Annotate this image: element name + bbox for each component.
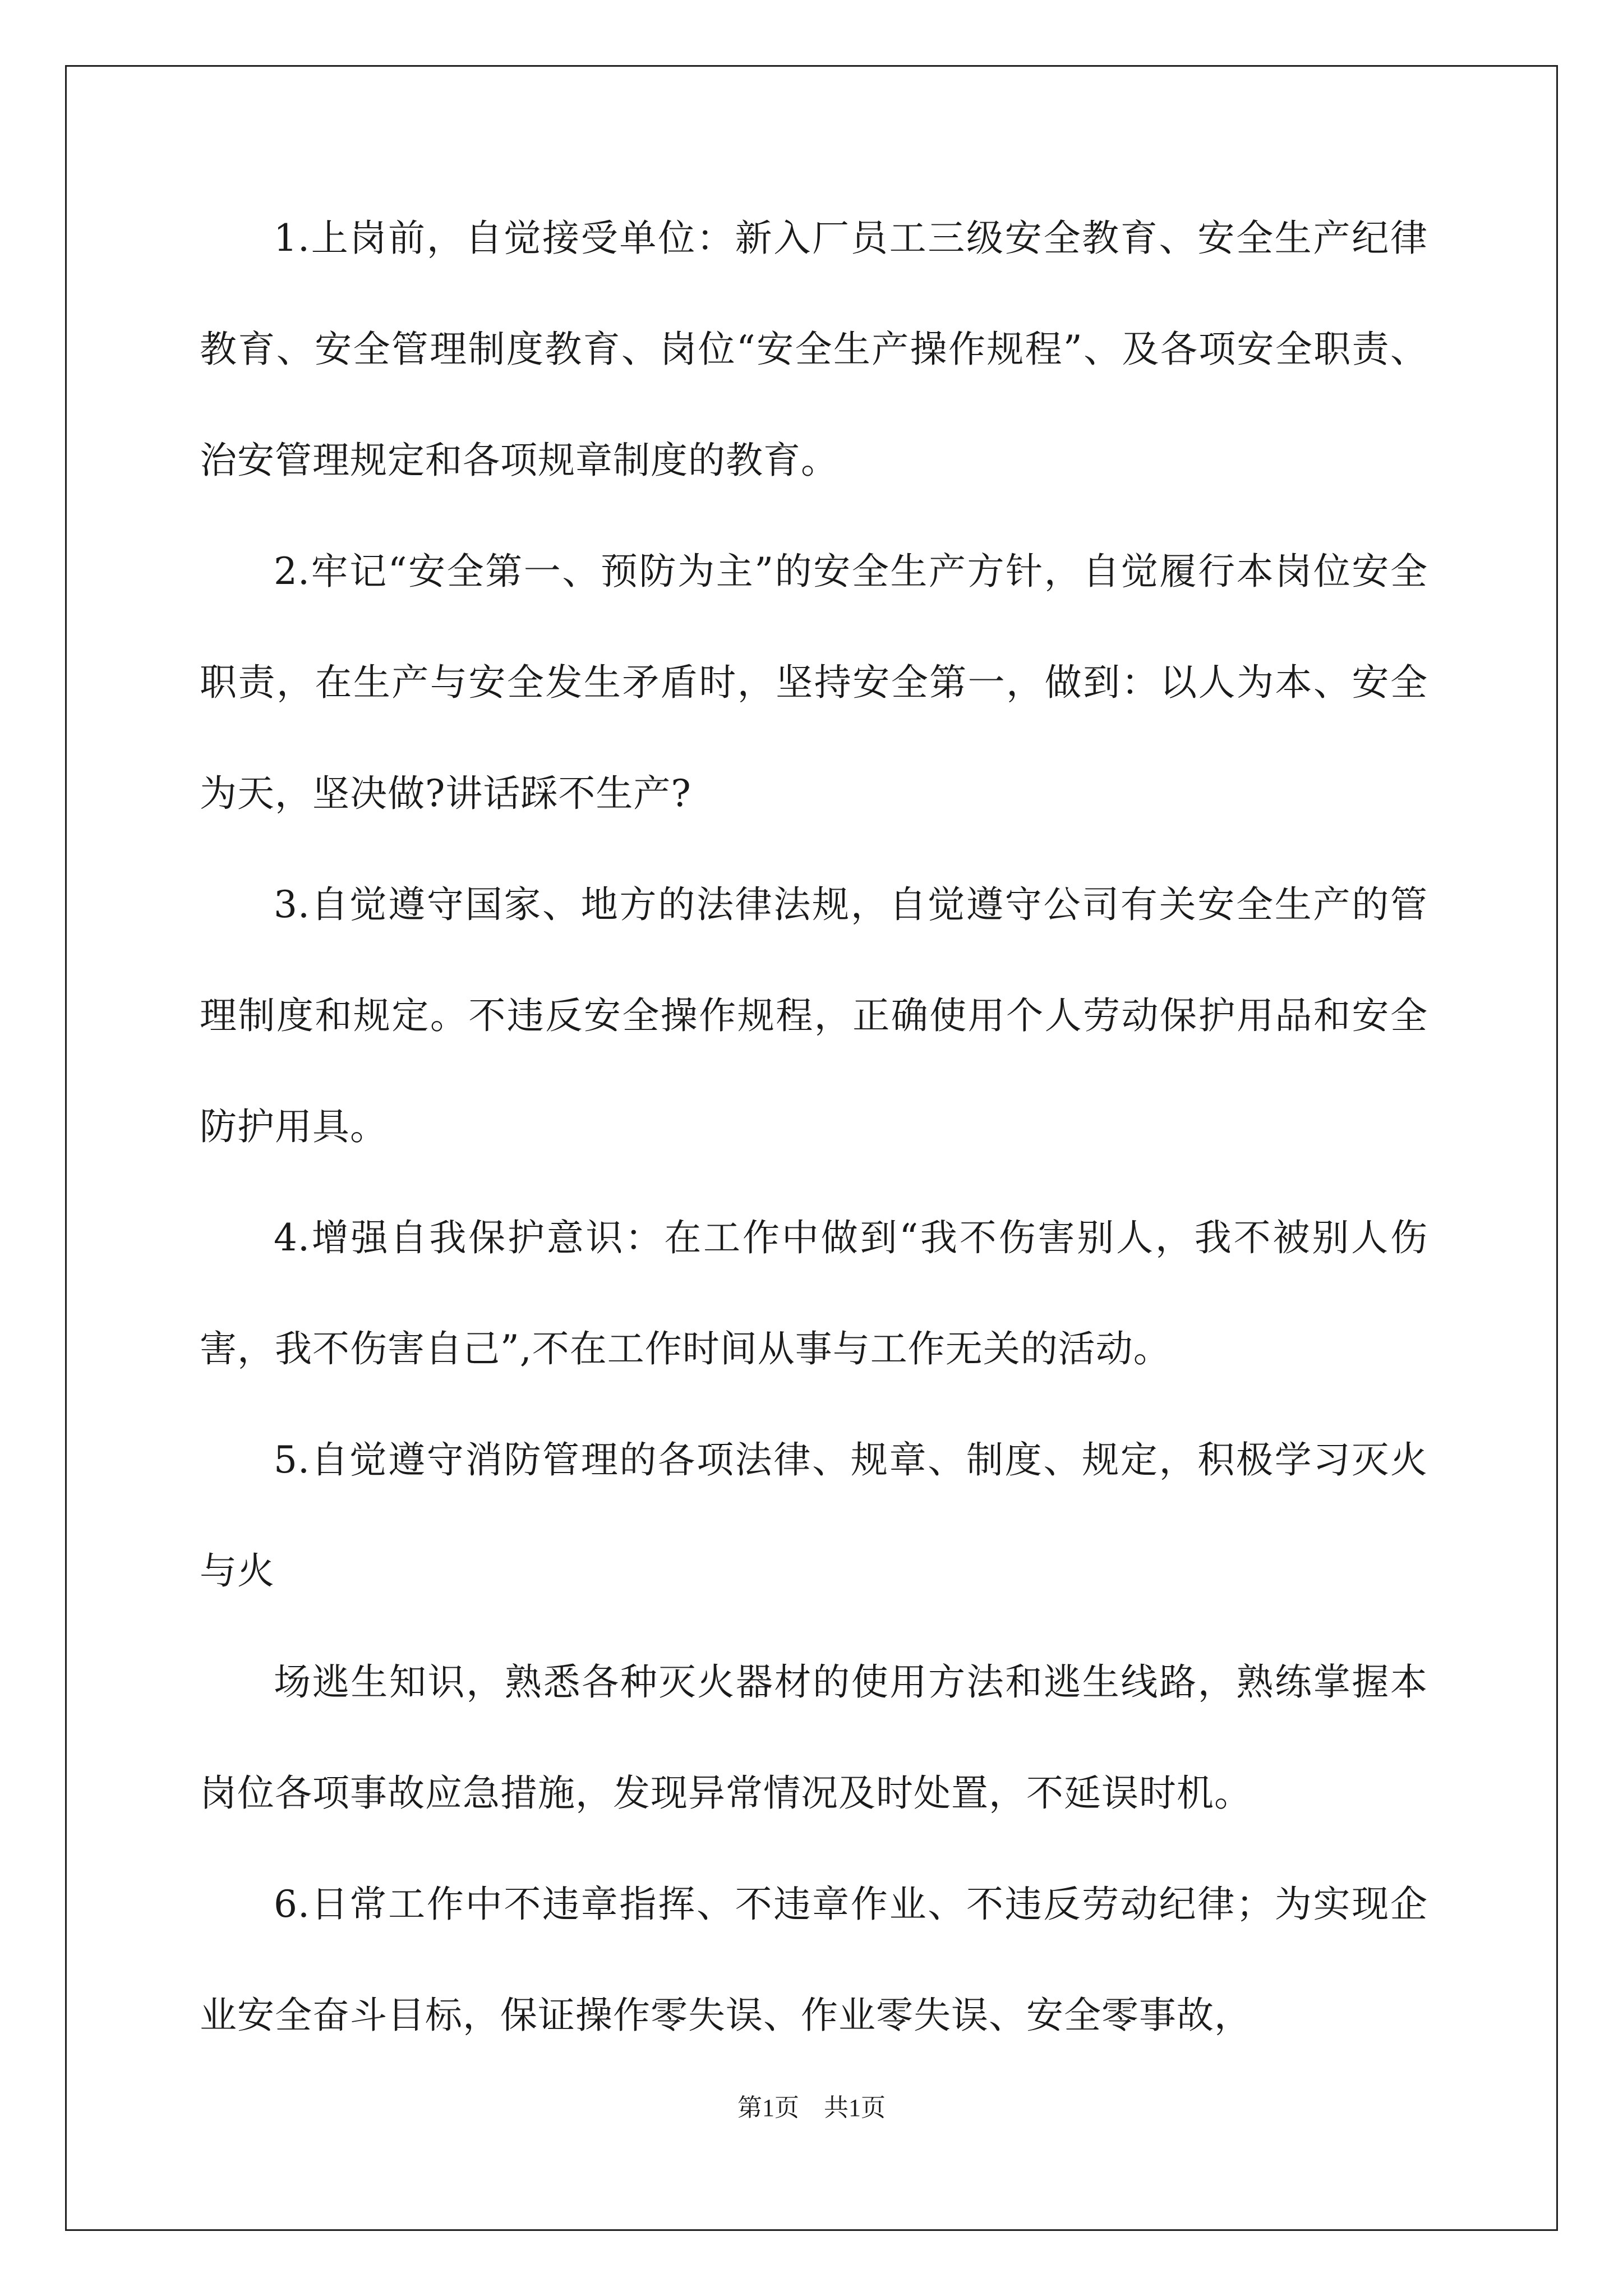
paragraph-2: 2.牢记“安全第一、预防为主”的安全生产方针，自觉履行本岗位安全职责，在生产与安全发生矛盾时，坚持安全第一，做到：以人为本、安全为天，坚决做?讲话踩不生产?	[200, 550, 1428, 815]
page-footer: 第1页 共1页	[737, 2094, 886, 2122]
paragraph-6: 6.日常工作中不违章指挥、不违章作业、不违反劳动纪律；为实现企业安全奋斗目标，保证操作零失误、作业零失误、安全零事故，	[200, 1883, 1428, 2037]
paragraph-1: 1.上岗前，自觉接受单位：新入厂员工三级安全教育、安全生产纪律教育、安全管理制度教育、岗位“安全生产操作规程”、及各项安全职责、治安管理规定和各项规章制度的教育。	[200, 217, 1428, 482]
paragraph-5-continued: 场逃生知识，熟悉各种灭火器材的使用方法和逃生线路，熟练掌握本岗位各项事故应急措施，发现异常情况及时处置，不延误时机。	[200, 1660, 1428, 1815]
paragraph-4: 4.增强自我保护意识：在工作中做到“我不伤害别人，我不被别人伤害，我不伤害自己”,不在工作时间从事与工作无关的活动。	[200, 1216, 1428, 1370]
document-body	[200, 183, 1428, 2071]
paragraph-3: 3.自觉遵守国家、地方的法律法规，自觉遵守公司有关安全生产的管理制度和规定。不违反安全操作规程，正确使用个人劳动保护用品和安全防护用具。	[200, 883, 1428, 1148]
paragraph-5: 5.自觉遵守消防管理的各项法律、规章、制度、规定，积极学习灭火与火	[200, 1438, 1428, 1593]
